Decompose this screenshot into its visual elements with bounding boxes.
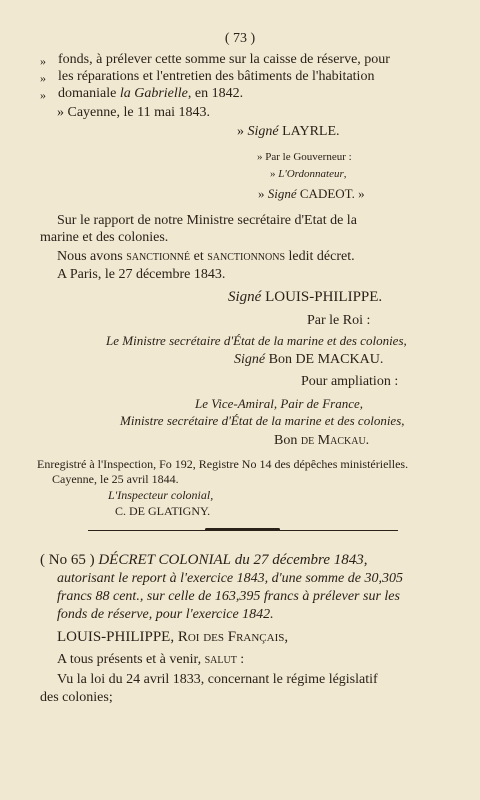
text-line [270,169,347,180]
italic-span: Signé [247,124,279,139]
italic-span: la Gabrielle [119,86,188,101]
quote-mark: » [270,168,276,180]
smallcaps-span: salut : [204,652,245,667]
date-line: A Paris, le 27 décembre 1843. [57,267,226,282]
smallcaps-span: sanctionné [126,249,191,264]
signature-line [274,434,369,448]
italic-span: L'Ordonnateur [278,168,344,180]
italic-span: Signé [234,352,266,367]
text-span: Bon [274,433,298,448]
text-line: Vu la loi du 24 avril 1833, concernant le régime législatif [57,672,378,687]
italic-line: fonds de réserve, pour l'exercice 1842. [57,607,274,622]
text-line: des colonies; [40,690,113,705]
text-span: A tous présents et à venir, [57,652,202,667]
king-line [57,630,288,645]
king-name: LOUIS-PHILIPPE, [57,629,175,645]
smallcaps-span: sanctionnons [207,249,286,264]
quote-mark: » [40,88,46,102]
italic-span: Signé [267,186,297,201]
text-line: Par le Roi : [307,313,371,328]
decree-heading [40,553,368,568]
text-line: les réparations et l'entretien des bâtiments de l'habitation [58,69,375,84]
italic-line: francs 88 cent., sur celle de 163,395 francs à prélever sur les [57,589,400,604]
decree-number: ( No 65 ) [40,552,95,568]
quote-mark: » [358,186,365,201]
decree-title: DÉCRET COLONIAL [98,552,231,568]
quote-mark: » [40,71,46,85]
italic-span: Signé [228,289,262,305]
page-number: ( 73 ) [224,31,256,46]
king-title: Roi des Français, [177,629,289,645]
signature-name: LOUIS-PHILIPPE. [265,289,383,305]
signature-name: Bon DE MACKAU. [268,352,384,367]
italic-line: Ministre secrétaire d'État de la marine et des colonies, [120,413,405,428]
text-span: Nous avons [57,249,123,264]
italic-line: L'Inspecteur colonial, [108,488,214,502]
quote-mark: » [258,186,265,201]
separator-ornament [205,528,280,531]
text-line [57,653,244,667]
text-span: , en 1842. [187,86,244,101]
signature-name: CADEOT. [299,186,355,201]
signature-line [237,125,340,139]
signature-line [234,353,383,367]
text-line: Enregistré à l'Inspection, Fo 192, Registre No 14 des dépêches ministérielles. [37,457,409,471]
signature-name: LAYRLE. [282,124,340,139]
italic-line: Le Vice-Amiral, Pair de France, [195,396,363,411]
smallcaps-span: de Mackau. [300,433,370,448]
text-span: , [343,168,347,180]
italic-line: autorisant le report à l'exercice 1843, d'une somme de 30,305 [57,571,403,586]
text-line [58,87,243,101]
text-span: domaniale [58,86,117,101]
text-line: Pour ampliation : [301,374,399,389]
signature-name: C. DE GLATIGNY. [115,504,211,518]
text-line: fonds, à prélever cette somme sur la caisse de réserve, pour [58,52,390,67]
text-line: Sur le rapport de notre Ministre secrétaire d'Etat de la [57,213,357,228]
italic-span: du 27 décembre 1843, [234,552,368,568]
signature-line [258,187,365,200]
signature-line [228,290,382,305]
text-span: ledit décret. [288,249,355,264]
text-line: » Par le Gouverneur : [257,151,352,163]
quote-mark: » [40,54,46,68]
text-span: et [193,249,204,264]
quote-mark: » [237,124,244,139]
text-line: marine et des colonies. [40,230,169,245]
text-line: Cayenne, le 25 avril 1844. [52,472,179,486]
date-line: » Cayenne, le 11 mai 1843. [57,105,211,120]
italic-line: Le Ministre secrétaire d'État de la marine et des colonies, [106,333,407,348]
text-line [57,250,355,264]
